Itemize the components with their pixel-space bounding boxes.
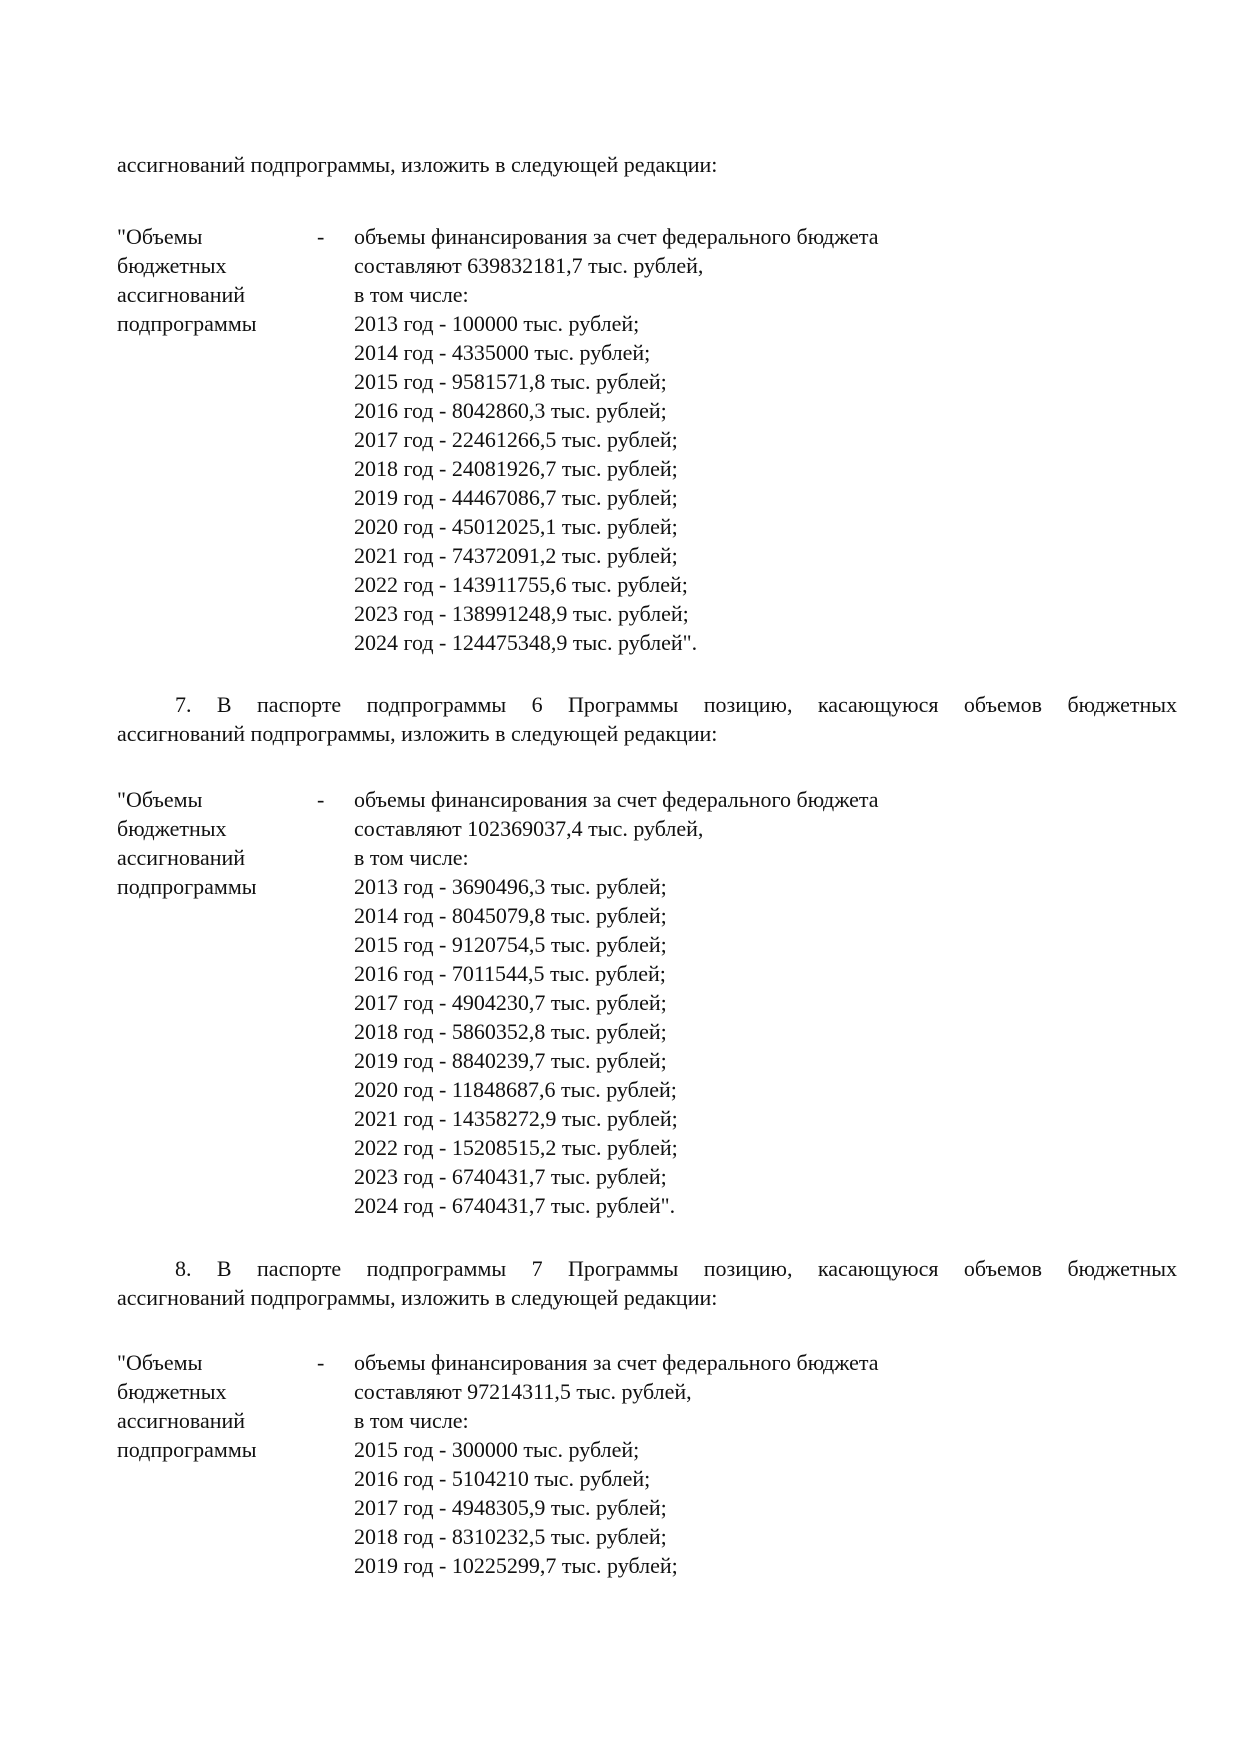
including-text: в том числе: (354, 845, 469, 870)
year-line: 2016 год - 7011544,5 тыс. рублей; (354, 961, 666, 986)
label-line: "Объемы (117, 1350, 203, 1375)
label-line: "Объемы (117, 224, 203, 249)
label-line: подпрограммы (117, 874, 257, 899)
including-text: в том числе: (354, 1408, 469, 1433)
year-line: 2019 год - 44467086,7 тыс. рублей; (354, 485, 678, 510)
year-line: 2015 год - 300000 тыс. рублей; (354, 1437, 640, 1462)
year-line: 2020 год - 45012025,1 тыс. рублей; (354, 514, 678, 539)
total-text: составляют 102369037,4 тыс. рублей, (354, 816, 704, 841)
year-line: 2018 год - 5860352,8 тыс. рублей; (354, 1019, 667, 1044)
funding-block-3 (117, 1348, 1177, 1580)
funding-block-2 (117, 785, 1177, 1220)
year-line: 2015 год - 9120754,5 тыс. рублей; (354, 932, 667, 957)
dash: - (317, 787, 325, 812)
label-line: подпрограммы (117, 311, 257, 336)
year-line: 2016 год - 5104210 тыс. рублей; (354, 1466, 651, 1491)
year-line: 2019 год - 8840239,7 тыс. рублей; (354, 1048, 667, 1073)
intro-text: объемы финансирования за счет федерального бюджета (354, 1350, 879, 1375)
paragraph-line: ассигнований подпрограммы, изложить в следующей редакции: (117, 1285, 718, 1310)
label-line: бюджетных (117, 816, 227, 841)
dash: - (317, 224, 325, 249)
year-line: 2014 год - 4335000 тыс. рублей; (354, 340, 651, 365)
year-line: 2021 год - 74372091,2 тыс. рублей; (354, 543, 678, 568)
year-line: 2017 год - 4948305,9 тыс. рублей; (354, 1495, 667, 1520)
paragraph-7 (117, 690, 1177, 748)
label-line: бюджетных (117, 253, 227, 278)
year-line: 2022 год - 143911755,6 тыс. рублей; (354, 572, 688, 597)
label-line: ассигнований (117, 1408, 246, 1433)
year-line: 2017 год - 22461266,5 тыс. рублей; (354, 427, 678, 452)
year-line: 2013 год - 100000 тыс. рублей; (354, 311, 640, 336)
label-line: бюджетных (117, 1379, 227, 1404)
intro-text: объемы финансирования за счет федерального бюджета (354, 787, 879, 812)
year-line: 2024 год - 124475348,9 тыс. рублей". (354, 630, 698, 655)
year-line: 2020 год - 11848687,6 тыс. рублей; (354, 1077, 677, 1102)
paragraph-line: 8. В паспорте подпрограммы 7 Программы позицию, касающуюся объемов бюджетных (175, 1256, 1177, 1281)
year-line: 2014 год - 8045079,8 тыс. рублей; (354, 903, 667, 928)
year-line: 2023 год - 6740431,7 тыс. рублей; (354, 1164, 667, 1189)
paragraph-line: ассигнований подпрограммы, изложить в следующей редакции: (117, 721, 718, 746)
paragraph-8 (117, 1254, 1177, 1312)
total-text: составляют 97214311,5 тыс. рублей, (354, 1379, 692, 1404)
section-tail-text: ассигнований подпрограммы, изложить в следующей редакции: (117, 152, 718, 177)
year-line: 2023 год - 138991248,9 тыс. рублей; (354, 601, 689, 626)
year-line: 2017 год - 4904230,7 тыс. рублей; (354, 990, 667, 1015)
year-line: 2018 год - 24081926,7 тыс. рублей; (354, 456, 678, 481)
label-line: ассигнований (117, 282, 246, 307)
year-line: 2021 год - 14358272,9 тыс. рублей; (354, 1106, 678, 1131)
year-line: 2013 год - 3690496,3 тыс. рублей; (354, 874, 667, 899)
label-line: "Объемы (117, 787, 203, 812)
year-line: 2016 год - 8042860,3 тыс. рублей; (354, 398, 667, 423)
label-line: ассигнований (117, 845, 246, 870)
paragraph-line: 7. В паспорте подпрограммы 6 Программы позицию, касающуюся объемов бюджетных (175, 692, 1177, 717)
including-text: в том числе: (354, 282, 469, 307)
year-line: 2018 год - 8310232,5 тыс. рублей; (354, 1524, 667, 1549)
year-line: 2022 год - 15208515,2 тыс. рублей; (354, 1135, 678, 1160)
year-line: 2019 год - 10225299,7 тыс. рублей; (354, 1553, 678, 1578)
funding-block-1 (117, 222, 1177, 657)
year-line: 2024 год - 6740431,7 тыс. рублей". (354, 1193, 676, 1218)
year-line: 2015 год - 9581571,8 тыс. рублей; (354, 369, 667, 394)
dash: - (317, 1350, 325, 1375)
label-line: подпрограммы (117, 1437, 257, 1462)
intro-text: объемы финансирования за счет федерального бюджета (354, 224, 879, 249)
total-text: составляют 639832181,7 тыс. рублей, (354, 253, 704, 278)
